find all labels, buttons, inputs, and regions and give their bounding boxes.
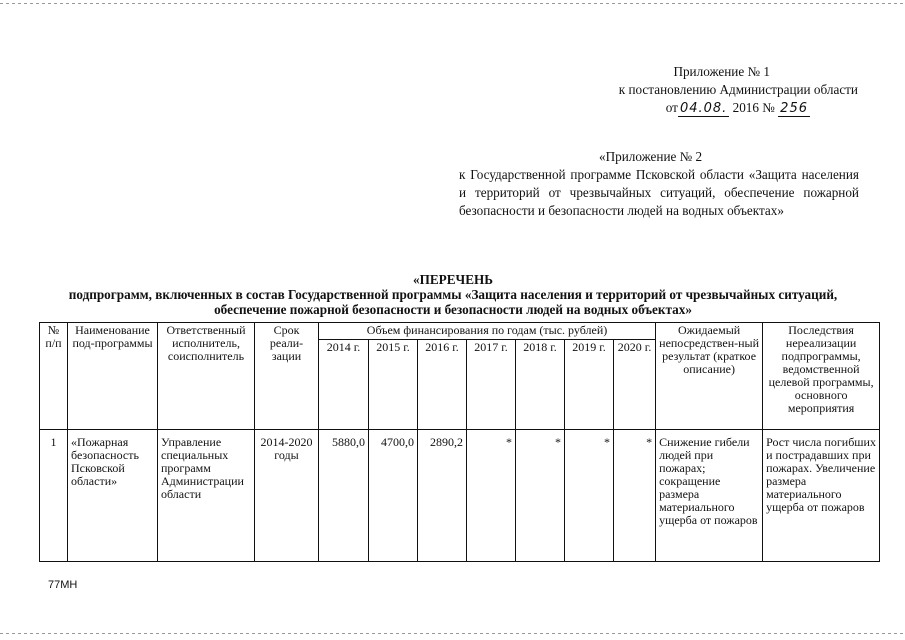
cell-consequences: Рост числа погибших и пострадавших при пожарах. Увеличение размера материального ущерба от пожаров: [763, 430, 880, 562]
year-2016: 2016 г.: [418, 340, 467, 430]
header-name: Наименование под-программы: [68, 323, 158, 430]
cell-value-2015: 4700,0: [369, 430, 418, 562]
cell-value-2019: *: [565, 430, 614, 562]
year-2015: 2015 г.: [369, 340, 418, 430]
header-executor: Ответственный исполнитель, соисполнитель: [158, 323, 255, 430]
appendix2-block: [459, 148, 859, 220]
from-label: от: [665, 100, 678, 115]
handwritten-number: 256: [780, 101, 808, 116]
header-num: № п/п: [40, 323, 68, 430]
table-header-row: [40, 323, 880, 340]
cell-value-2018: *: [516, 430, 565, 562]
appendix1-decree: к постановлению Администрации области: [618, 82, 858, 97]
appendix2-title: «Приложение № 2: [599, 149, 703, 164]
cell-executor: Управление специальных программ Администрации области: [158, 430, 255, 562]
year-2019: 2019 г.: [565, 340, 614, 430]
header-financing: Объем финансирования по годам (тыс. рублей): [319, 323, 656, 340]
title-line2: подпрограмм, включенных в состав Государственной программы «Защита населения и территорий от чрезвычайных ситуаций, обеспечение пожарной безопасности и безопасности людей на водных объектах»: [68, 287, 838, 317]
subprograms-table: [39, 322, 880, 562]
cell-num: 1: [40, 430, 68, 562]
year-2018: 2018 г.: [516, 340, 565, 430]
footer-code: 77МН: [48, 579, 78, 591]
header-term: Срок реали-зации: [255, 323, 319, 430]
year-2017: 2017 г.: [467, 340, 516, 430]
table-row: [40, 430, 880, 562]
cell-result: Снижение гибели людей при пожарах; сокращение размера материального ущерба от пожаров: [656, 430, 763, 562]
header-consequences: Последствия нереализации подпрограммы, ведомственной целевой программы, основного мероприятия: [763, 323, 880, 430]
appendix1-date-line: [480, 99, 858, 118]
cell-name: «Пожарная безопасность Псковской области»: [68, 430, 158, 562]
year-2020: 2020 г.: [614, 340, 656, 430]
cell-value-2020: *: [614, 430, 656, 562]
title-line1: «ПЕРЕЧЕНЬ: [413, 272, 493, 287]
cell-value-2017: *: [467, 430, 516, 562]
header-result: Ожидаемый непосредствен-ный результат (краткое описание): [656, 323, 763, 430]
cell-term: 2014-2020 годы: [255, 430, 319, 562]
appendix1-block: [480, 63, 858, 118]
scan-edge-bottom: [0, 633, 905, 634]
scan-edge-top: [0, 3, 905, 4]
handwritten-date: 04.08.: [679, 101, 728, 116]
appendix1-title: Приложение № 1: [673, 64, 770, 79]
cell-value-2014: 5880,0: [319, 430, 369, 562]
cell-value-2016: 2890,2: [418, 430, 467, 562]
year-2014: 2014 г.: [319, 340, 369, 430]
year-text: 2016 №: [732, 100, 775, 115]
appendix2-body: к Государственной программе Псковской области «Защита населения и территорий от чрезвычайных ситуаций, обеспечение пожарной безопасности и безопасности людей на водных объектах»: [459, 167, 859, 218]
document-title: [40, 272, 866, 317]
